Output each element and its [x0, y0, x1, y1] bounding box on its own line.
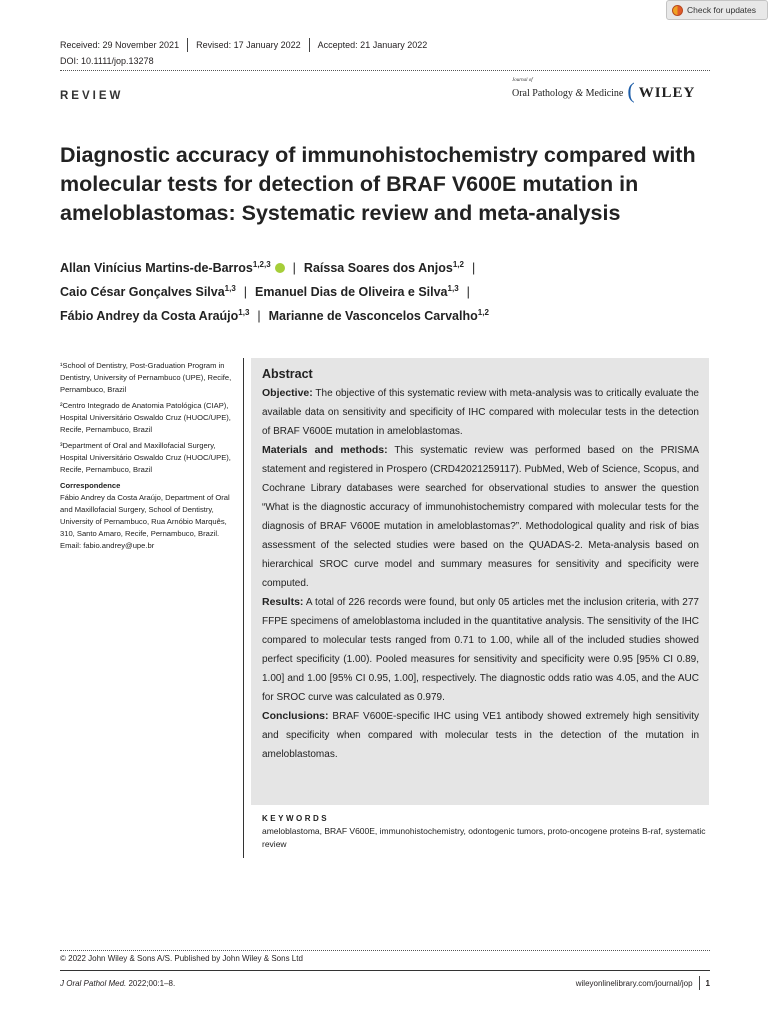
- affiliations-column: [60, 360, 236, 552]
- journal-name-b: Medicine: [583, 87, 624, 99]
- journal-name-amp: &: [575, 87, 584, 99]
- affiliation: ¹School of Dentistry, Post-Graduation Program in Dentistry, University of Pernambuco (UPE), Recife, Pernambuco, Brazil: [60, 361, 232, 394]
- section-label: REVIEW: [60, 90, 124, 102]
- author-separator: |: [471, 261, 476, 275]
- keywords-heading: KEYWORDS: [262, 814, 330, 823]
- keywords-text: ameloblastoma, BRAF V600E, immunohistochemistry, odontogenic tumors, proto-oncogene proteins B-raf, systematic review: [262, 826, 706, 849]
- author-name: Allan Vinícius Martins-de-Barros: [60, 261, 253, 275]
- author-name: Caio César Gonçalves Silva: [60, 285, 225, 299]
- author-affil: 1,3: [447, 283, 459, 293]
- conclusions-label: Conclusions:: [262, 710, 329, 722]
- abstract-results: [262, 593, 699, 707]
- copyright: © 2022 John Wiley & Sons A/S. Published by John Wiley & Sons Ltd: [60, 954, 303, 963]
- author-name: Emanuel Dias de Oliveira e Silva: [255, 285, 448, 299]
- journal-mark-icon: (: [627, 78, 635, 103]
- author-name: Raíssa Soares dos Anjos: [303, 261, 453, 275]
- abstract-box: [251, 358, 709, 805]
- header-rule: [60, 70, 710, 71]
- doi-link[interactable]: DOI: 10.1111/jop.13278: [60, 56, 154, 66]
- author-list: [60, 256, 720, 328]
- methods-text: This systematic review was performed based on the PRISMA statement and registered in Prospero (CRD42021259117). PubMed, Web of Science, Scopus, and Cochrane Library databases were searched for observational studies to answer the question “What is the diagnostic accuracy of immunohistochemistry compared with molecular tests for the diagnosis of BRAF V600E mutation in ameloblastomas?”. Methodological quality and risk of bias assessment of the selected studies were based on the QUADAS-2. Meta-analysis based on hierarchical SROC curve model and summary measures for sensitivity and specificity were computed.: [262, 445, 699, 589]
- author-affil: 1,2,3: [252, 259, 271, 269]
- footer-right: [576, 976, 710, 990]
- column-divider: [243, 358, 244, 858]
- revised-date: Revised: 17 January 2022: [196, 40, 301, 50]
- conclusions-text: BRAF V600E-specific IHC using VE1 antibody showed extremely high sensitivity and specificity when compared with molecular tests in the detection of the mutation in ameloblastomas.: [262, 711, 699, 760]
- divider: [187, 38, 188, 52]
- abstract-conclusions: [262, 707, 699, 764]
- abstract-objective: [262, 384, 699, 441]
- citation: [60, 979, 175, 988]
- publisher-logo: WILEY: [638, 84, 696, 101]
- author-affil: 1,3: [224, 283, 236, 293]
- crossmark-icon: [672, 5, 683, 16]
- affiliation: ³Department of Oral and Maxillofacial Surgery, Hospital Universitário Oswaldo Cruz (HUOC/UPE), Recife, Pernambuco, Brazil: [60, 441, 231, 474]
- check-for-updates-button[interactable]: [666, 0, 768, 20]
- citation-journal: J Oral Pathol Med.: [60, 979, 127, 988]
- author-affil: 1,2: [477, 307, 489, 317]
- journal-logo: [512, 78, 695, 102]
- author-affil: 1,2: [452, 259, 464, 269]
- footer-line: [60, 970, 710, 971]
- divider: [309, 38, 310, 52]
- objective-label: Objective:: [262, 387, 313, 399]
- abstract-heading: Abstract: [262, 367, 313, 381]
- journal-url[interactable]: wileyonlinelibrary.com/journal/jop: [575, 978, 693, 988]
- orcid-icon[interactable]: [275, 263, 285, 273]
- journal-name-a: Oral Pathology: [512, 87, 576, 99]
- check-for-updates-label: Check for updates: [687, 5, 756, 15]
- correspondence-heading: Correspondence: [60, 481, 121, 490]
- author-name: Marianne de Vasconcelos Carvalho: [268, 309, 478, 323]
- article-history: [60, 38, 427, 52]
- correspondence-email[interactable]: Email: fabio.andrey@upe.br: [60, 541, 155, 550]
- abstract-methods: [262, 441, 699, 593]
- correspondence-text: Fábio Andrey da Costa Araújo, Department of Oral and Maxillofacial Surgery, School of Dentistry, University of Pernambuco, Rua Arnóbio Marquês, 310, Santo Amaro, Recife, Pernambuco, Brazil.: [60, 493, 230, 538]
- divider: [699, 976, 700, 990]
- accepted-date: Accepted: 21 January 2022: [317, 40, 428, 50]
- author-name: Fábio Andrey da Costa Araújo: [60, 309, 239, 323]
- journal-name: [512, 88, 623, 99]
- author-separator: |: [257, 309, 261, 323]
- author-separator: |: [243, 285, 248, 299]
- results-label: Results:: [262, 596, 304, 608]
- affiliation: ²Centro Integrado de Anatomia Patológica (CIAP), Hospital Universitário Oswaldo Cruz (HUOC/UPE), Recife, Pernambuco, Brazil: [60, 401, 231, 434]
- keywords-section: [262, 812, 708, 851]
- objective-text: The objective of this systematic review with meta-analysis was to critically evaluate the available data on sensitivity and specificity of IHC compared with molecular tests in the detection of BRAF V600E mutation in ameloblastomas.: [262, 388, 699, 437]
- methods-label: Materials and methods:: [262, 444, 388, 456]
- journal-small-text: Journal of: [512, 78, 533, 83]
- citation-details: 2022;00:1–8.: [126, 979, 176, 988]
- footer-rule: [60, 950, 710, 951]
- author-separator: |: [466, 285, 470, 299]
- author-affil: 1,3: [238, 307, 250, 317]
- page-number: 1: [705, 978, 710, 988]
- received-date: Received: 29 November 2021: [60, 40, 180, 50]
- article-title: Diagnostic accuracy of immunohistochemistry compared with molecular tests for detection of BRAF V600E mutation in ameloblastomas: Systematic review and meta-analysis: [60, 143, 696, 225]
- results-text: A total of 226 records were found, but only 05 articles met the inclusion criteria, with 277 FFPE specimens of ameloblastoma included in the quantitative analysis. The sensitivity of the IHC compared to molecular tests ranged from 0.71 to 1.00, while all of the included studies showed perfect specificity (1.00). Pooled measures for sensitivity and specificity were 0.95 [95% CI 0.89, 1.00] and 1.00 [95% CI 0.95, 1.00], respectively. The diagnostic odds ratio was 4.05, and the AUC for SROC curve was calculated as 0.979.: [262, 597, 699, 703]
- author-separator: |: [292, 261, 296, 275]
